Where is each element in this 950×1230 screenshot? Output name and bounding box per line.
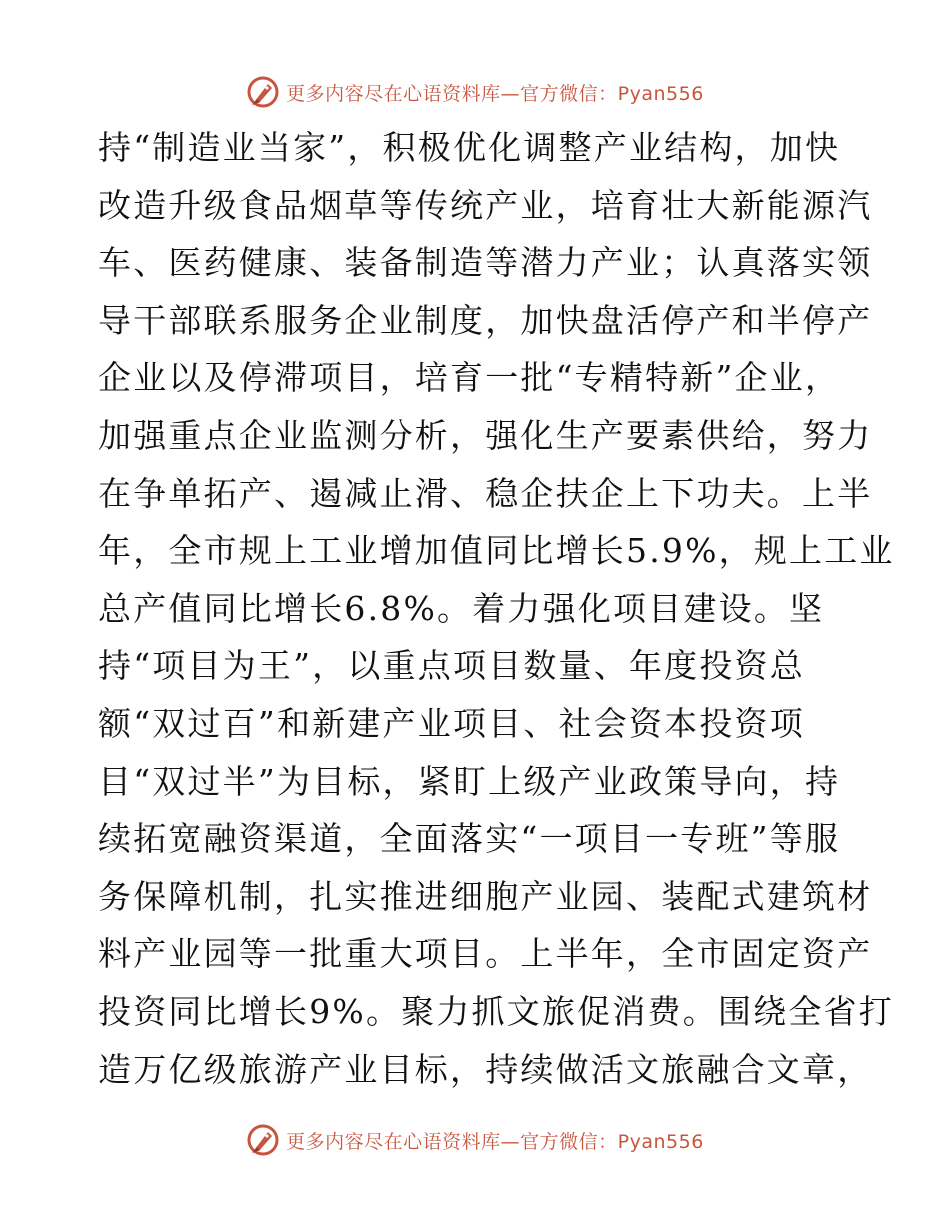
text-line: 总产值同比增长6.8%。着力强化项目建设。坚: [98, 588, 825, 628]
pen-nib-logo-icon: [246, 1123, 280, 1157]
footer-banner: [0, 1120, 950, 1160]
text-line: 料产业园等一批重大项目。上半年，全市固定资产: [98, 934, 873, 974]
text-line: 目“双过半”为目标，紧盯上级产业政策导向，持: [98, 761, 841, 801]
text-line: 额“双过百”和新建产业项目、社会资本投资项: [98, 703, 805, 743]
header-brand-text: 更多内容尽在心语资料库—官方微信：Pyan556: [286, 82, 704, 105]
pen-nib-logo-icon: [246, 75, 280, 109]
text-line: 持“制造业当家”，积极优化调整产业结构，加快: [98, 128, 841, 167]
text-line: 企业以及停滞项目，培育一批“专精特新”企业，: [98, 358, 841, 398]
header-banner: [0, 72, 950, 112]
text-line: 年，全市规上工业增加值同比增长5.9%，规上工业: [98, 531, 895, 571]
text-line: 车、医药健康、装备制造等潜力产业；认真落实领: [98, 243, 873, 283]
text-line: 在争单拓产、遏减止滑、稳企扶企上下功夫。上半: [98, 473, 873, 513]
text-line: 续拓宽融资渠道，全面落实“一项目一专班”等服: [98, 819, 841, 859]
text-line: 导干部联系服务企业制度，加快盘活停产和半停产: [98, 300, 873, 340]
text-line: 持“项目为王”，以重点项目数量、年度投资总: [98, 646, 805, 686]
text-line: 投资同比增长9%。聚力抓文旅促消费。围绕全省打: [98, 991, 894, 1031]
text-line: 改造升级食品烟草等传统产业，培育壮大新能源汽: [98, 185, 873, 225]
text-line: 造万亿级旅游产业目标，持续做活文旅融合文章，: [98, 1049, 873, 1089]
text-line: 加强重点企业监测分析，强化生产要素供给，努力: [98, 415, 873, 455]
document-body: [98, 119, 895, 1098]
footer-brand-text: 更多内容尽在心语资料库—官方微信：Pyan556: [286, 1130, 704, 1153]
text-line: 务保障机制，扎实推进细胞产业园、装配式建筑材: [98, 876, 873, 916]
